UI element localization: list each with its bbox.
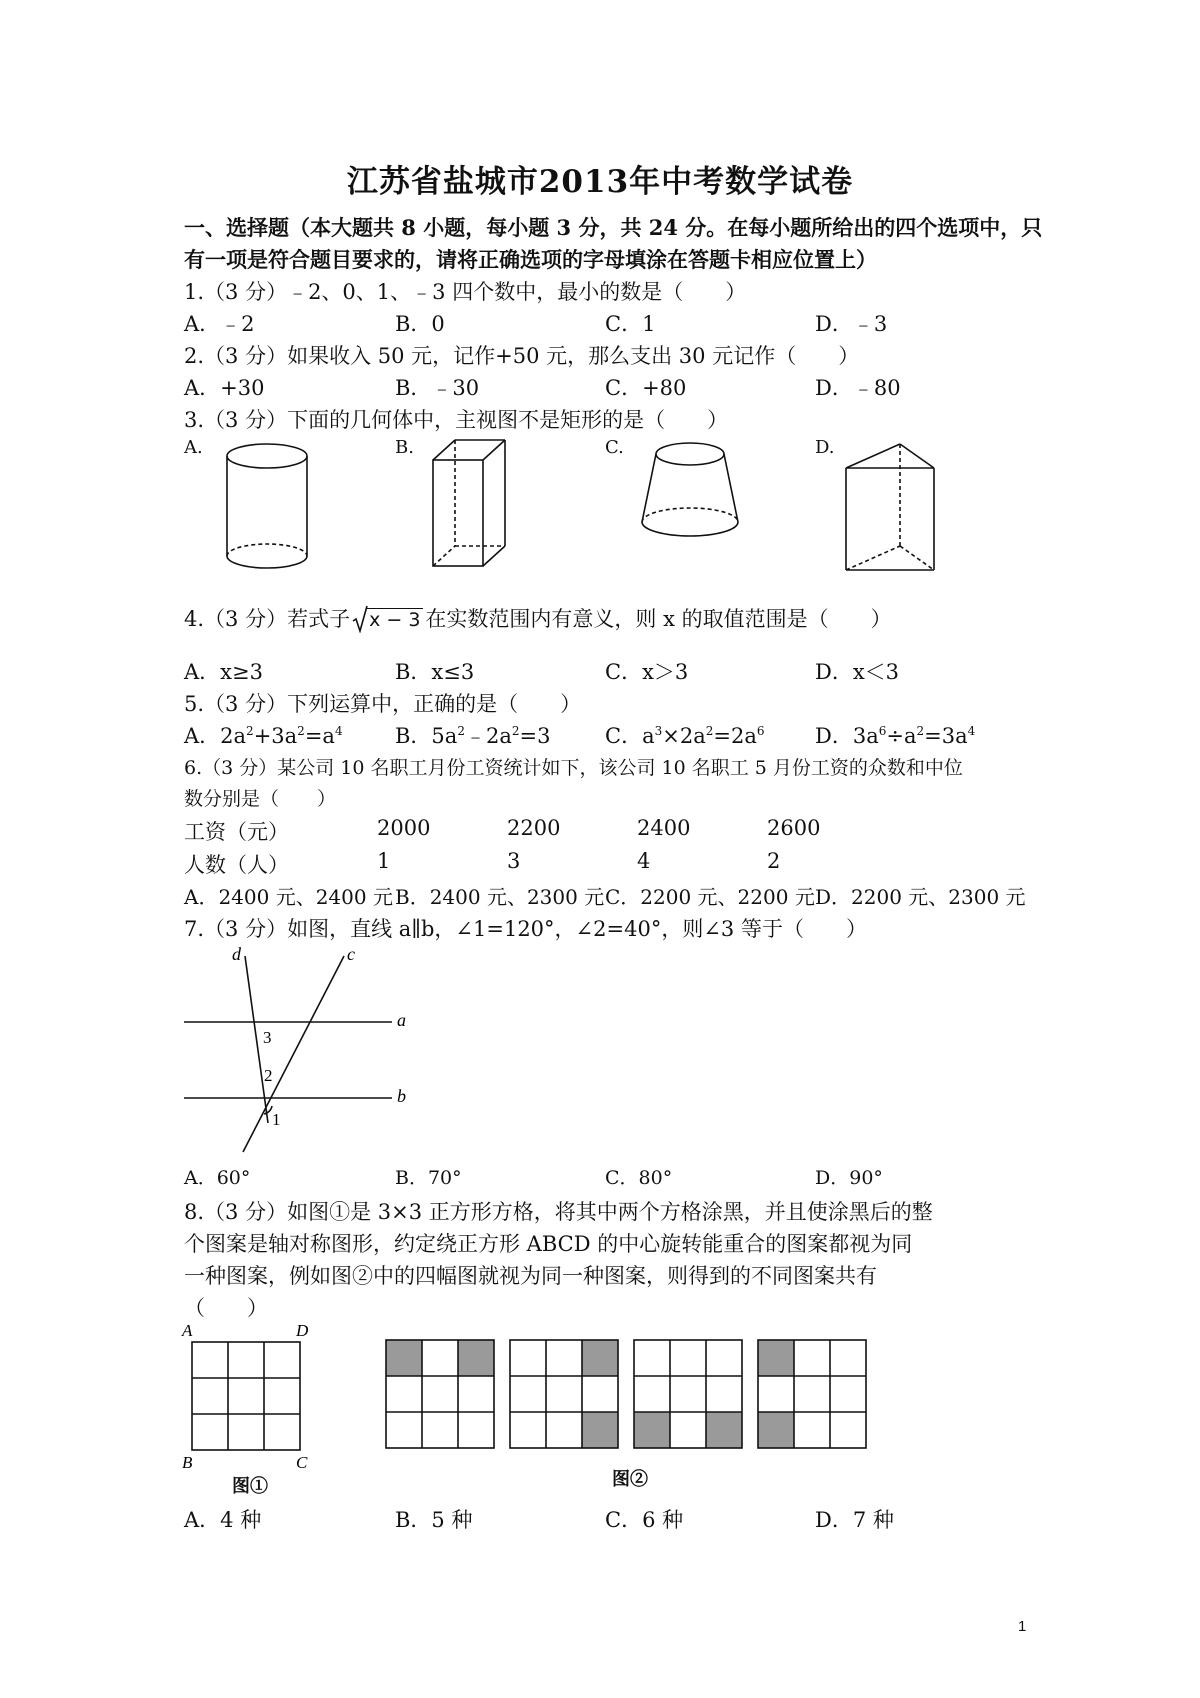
q3-label-a: A.: [184, 437, 203, 458]
q6-option-b: B．2400 元、2300 元: [395, 885, 605, 909]
q3-label-b: B.: [395, 437, 414, 458]
q5-option-b: B．$5a^2﹣2a^2=3$: [395, 724, 551, 748]
q6-table-cell: 2200: [507, 816, 561, 840]
q1-option-d: D．﹣3: [815, 312, 888, 336]
q7-option-c: C．80°: [605, 1167, 673, 1189]
q3-figure-triangular-prism: [838, 438, 948, 578]
q7-label-angle3: 3: [263, 1028, 272, 1047]
q6-option-a: A．2400 元、2400 元: [184, 885, 393, 909]
q4-option-a: A．x≥3: [184, 660, 263, 684]
q3-label-d: D.: [815, 437, 835, 458]
q8-figure-2-grids: [384, 1336, 884, 1451]
q4-radicand: x − 3: [366, 608, 423, 631]
q6-table-cell: 2: [767, 849, 781, 873]
q7-figure-parallel-lines: [180, 942, 420, 1167]
q2-option-b: B．﹣30: [395, 376, 480, 400]
q8-figure-1-caption: 图①: [232, 1476, 268, 1497]
page-number: 1: [1018, 1618, 1027, 1635]
q8-corner-d: D: [296, 1322, 309, 1340]
q8-corner-c: C: [296, 1453, 308, 1472]
q6-table-cell: 4: [637, 849, 651, 873]
q5-option-d: D．$3a^6\div a^2=3a^4$: [815, 724, 976, 748]
q4-option-b: B．x≤3: [395, 660, 475, 684]
q3-figure-cylinder: [218, 438, 318, 578]
q7-option-b: B．70°: [395, 1167, 462, 1189]
q8-stem-line2: 个图案是轴对称图形，约定绕正方形 ABCD 的中心旋转能重合的图案都视为同: [184, 1232, 913, 1256]
q6-table-header: 人数（人）: [184, 853, 289, 877]
q6-option-c: C．2200 元、2200 元: [605, 885, 815, 909]
q2-stem: 2.（3 分）如果收入 50 元，记作+50 元，那么支出 30 元记作（ ）: [184, 344, 860, 368]
q1-option-b: B．0: [395, 312, 445, 336]
q3-stem: 3.（3 分）下面的几何体中，主视图不是矩形的是（ ）: [184, 408, 729, 432]
q6-table-header: 工资（元）: [184, 820, 289, 844]
q3-label-c: C.: [605, 437, 624, 458]
q8-option-a: A．4 种: [184, 1508, 262, 1532]
q4-stem-post: 在实数范围内有意义，则 x 的取值范围是（ ）: [425, 607, 892, 631]
q7-label-a: a: [397, 1010, 406, 1030]
q7-label-d: d: [232, 944, 241, 964]
q4-stem-pre: 4.（3 分）若式子: [184, 607, 351, 631]
q1-option-a: A．﹣2: [184, 312, 255, 336]
q2-option-c: C．+80: [605, 376, 687, 400]
q6-stem-line2: 数分别是（ ）: [184, 788, 337, 810]
q7-option-d: D．90°: [815, 1167, 883, 1189]
q8-stem-line1: 8.（3 分）如图①是 3×3 正方形方格，将其中两个方格涂黑，并且使涂黑后的整: [184, 1200, 933, 1224]
q4-option-c: C．x＞3: [605, 660, 689, 684]
section-heading-line1: 一、选择题（本大题共 8 小题，每小题 3 分，共 24 分。在每小题所给出的四个选项中，只: [184, 215, 1043, 240]
q6-table-cell: 1: [377, 849, 391, 873]
q7-option-a: A．60°: [184, 1167, 251, 1189]
q7-label-b: b: [397, 1086, 406, 1106]
page-title: 江苏省盐城市2013年中考数学试卷: [346, 164, 854, 200]
q8-stem-line4: （ ）: [184, 1296, 268, 1320]
q8-option-d: D．7 种: [815, 1508, 894, 1532]
q3-figure-prism: [425, 438, 525, 578]
q7-label-c: c: [347, 944, 355, 964]
q7-label-angle1: 1: [272, 1110, 281, 1129]
q7-label-angle2: 2: [264, 1066, 273, 1085]
sqrt-radical-icon: [352, 605, 368, 633]
q1-option-c: C．1: [605, 312, 656, 336]
q6-stem-line1: 6.（3 分）某公司 10 名职工月份工资统计如下，该公司 10 名职工 5 月份工资的众数和中位: [184, 757, 963, 779]
q8-corner-a: A: [182, 1322, 193, 1340]
q6-table-cell: 2600: [767, 816, 821, 840]
q8-figure-1-grid: [180, 1322, 330, 1482]
q5-option-a: A．$2a^2+3a^2=a^4$: [184, 724, 343, 748]
q3-figure-frustum: [630, 440, 750, 550]
q8-option-c: C．6 种: [605, 1508, 684, 1532]
q8-stem-line3: 一种图案，例如图②中的四幅图就视为同一种图案，则得到的不同图案共有: [184, 1264, 877, 1288]
q7-stem: 7.（3 分）如图，直线 a∥b，∠1=120°，∠2=40°，则∠3 等于（ ）: [184, 917, 867, 941]
q8-figure-2-caption: 图②: [612, 1469, 648, 1490]
q2-option-d: D．﹣80: [815, 376, 901, 400]
q6-table-cell: 3: [507, 849, 521, 873]
q5-stem: 5.（3 分）下列运算中，正确的是（ ）: [184, 692, 582, 716]
q2-option-a: A．+30: [184, 376, 265, 400]
q6-table-cell: 2400: [637, 816, 691, 840]
q8-option-b: B．5 种: [395, 1508, 473, 1532]
q8-corner-b: B: [182, 1453, 193, 1472]
q6-table-cell: 2000: [377, 816, 431, 840]
q6-option-d: D．2200 元、2300 元: [815, 885, 1026, 909]
q4-stem: [184, 603, 892, 633]
section-heading-line2: 有一项是符合题目要求的，请将正确选项的字母填涂在答题卡相应位置上）: [184, 247, 877, 272]
q4-option-d: D．x＜3: [815, 660, 900, 684]
q5-option-c: C．$a^3\times 2a^2=2a^6$: [605, 724, 765, 748]
q1-stem: 1.（3 分）﹣2、0、1、﹣3 四个数中，最小的数是（ ）: [184, 280, 747, 304]
q4-sqrt-expression: [352, 607, 423, 631]
